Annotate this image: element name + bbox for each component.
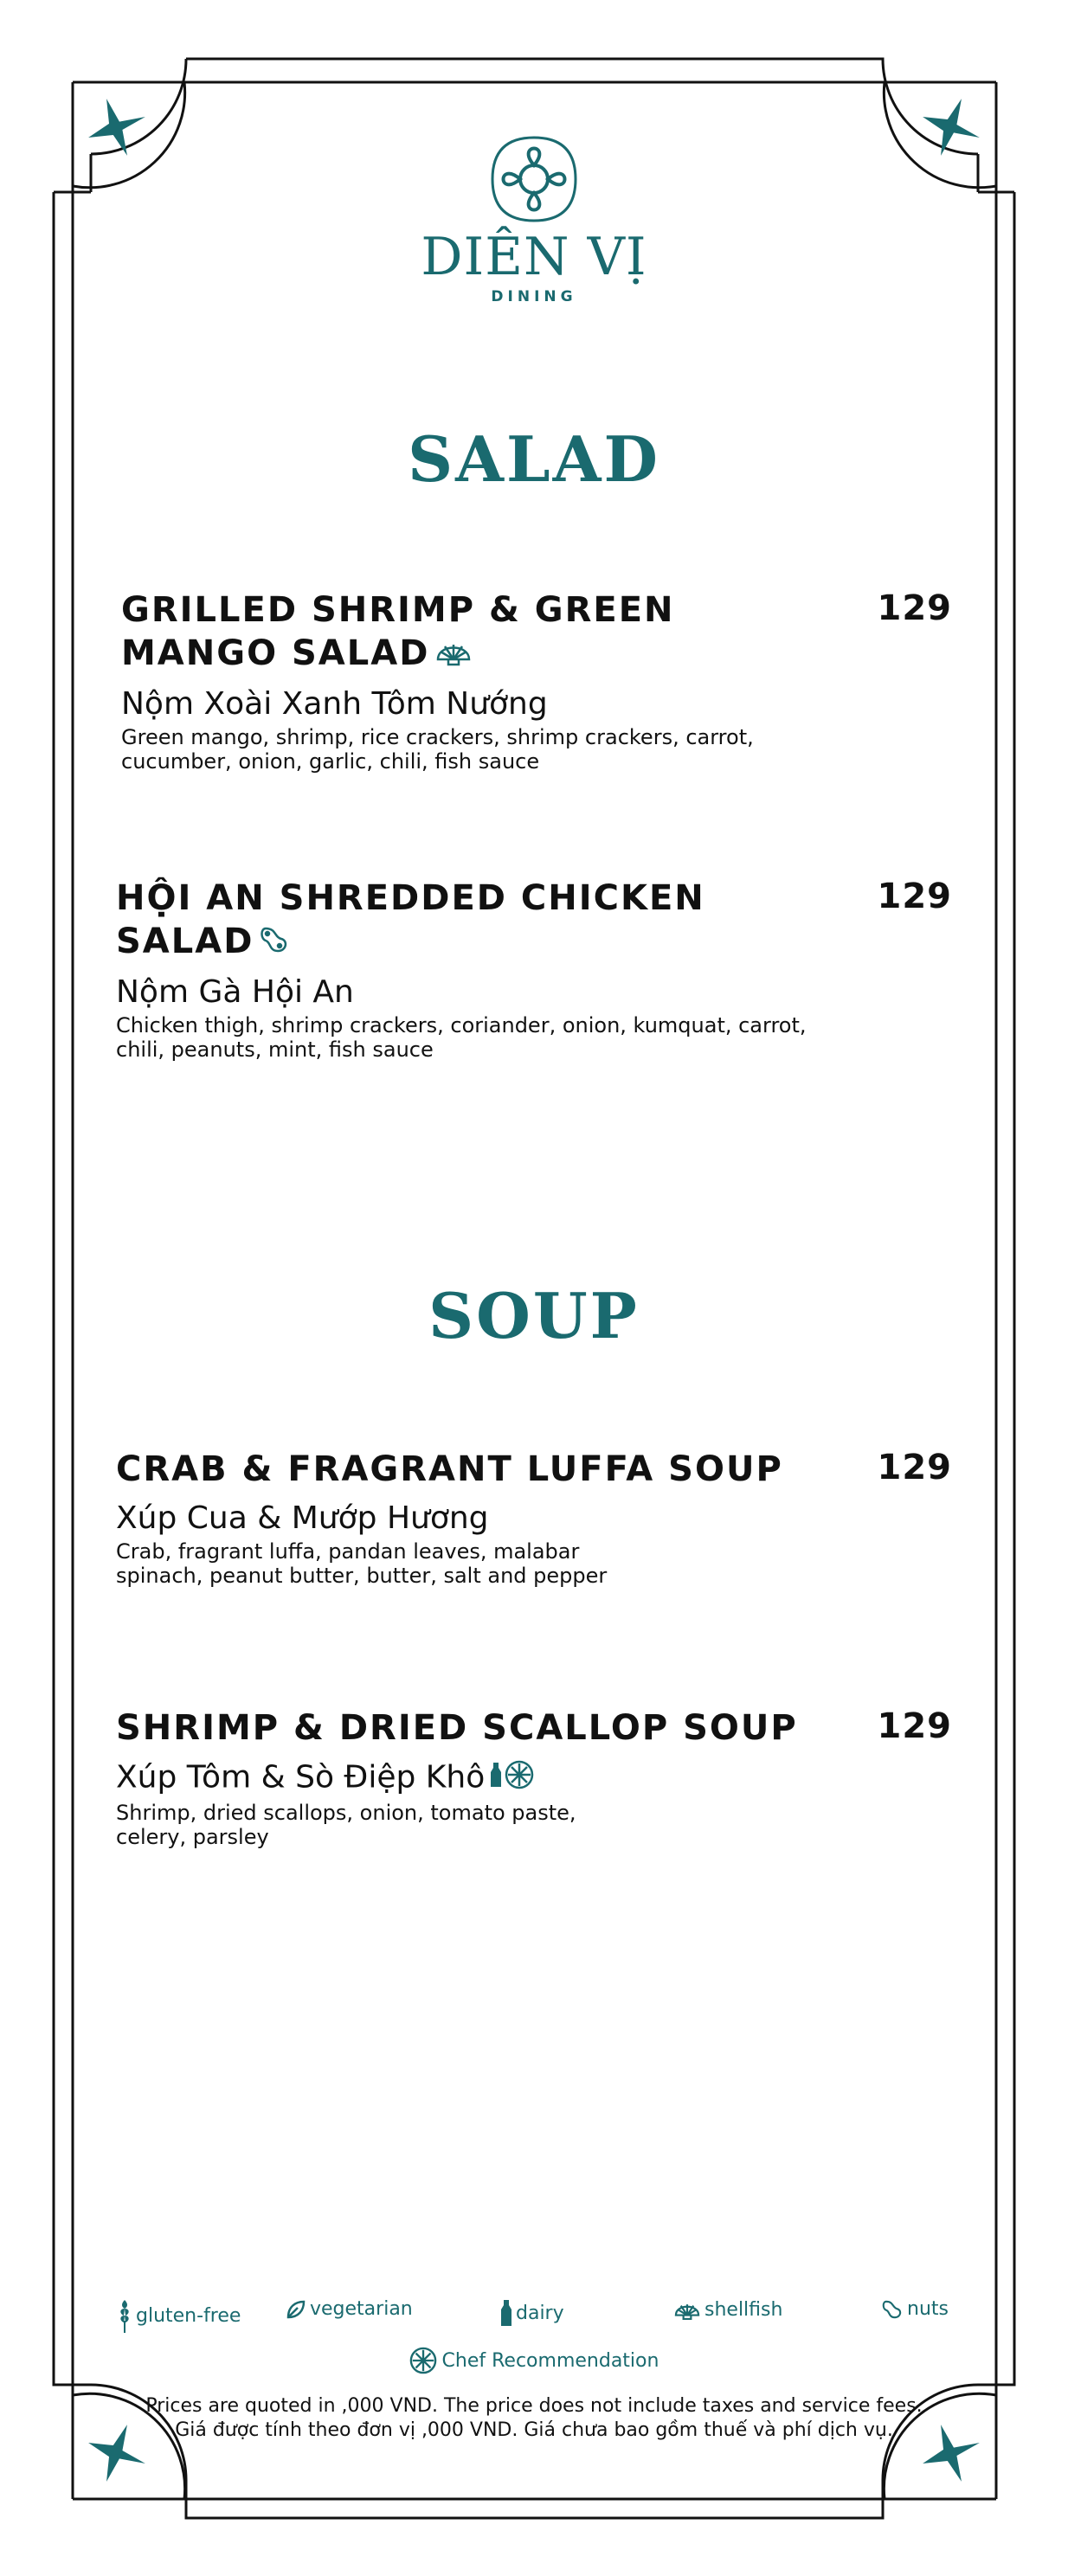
flower-logo-icon bbox=[489, 134, 579, 224]
item-vietnamese-name: Nộm Xoài Xanh Tôm Nướng bbox=[121, 686, 548, 722]
legend-shellfish bbox=[673, 2298, 782, 2321]
section-title-soup: SOUP bbox=[428, 1279, 640, 1352]
item-description: Crab, fragrant luffa, pandan leaves, malabar spinach, peanut butter, butter, salt and pepper bbox=[116, 1539, 608, 1588]
item-name: GRILLED SHRIMP & GREEN MANGO SALAD bbox=[121, 588, 814, 677]
chef-recommendation-icon bbox=[409, 2347, 437, 2374]
item-price: 129 bbox=[877, 588, 952, 628]
legend-label: shellfish bbox=[704, 2298, 783, 2321]
item-price: 129 bbox=[877, 877, 952, 916]
leaf-icon bbox=[286, 2299, 306, 2320]
menu-item-crab-luffa-soup bbox=[116, 1448, 952, 1588]
menu-item-shrimp-scallop-soup bbox=[116, 1706, 952, 1849]
dairy-icon bbox=[490, 1761, 502, 1796]
item-name: HỘI AN SHREDDED CHICKEN SALAD bbox=[116, 877, 808, 965]
legend-label: Chef Recommendation bbox=[441, 2349, 659, 2372]
milk-bottle-icon bbox=[500, 2298, 512, 2328]
legend-label: nuts bbox=[907, 2298, 949, 2320]
price-note-english: Prices are quoted in ,000 VND. The price does not include taxes and service fees. bbox=[145, 2395, 923, 2417]
item-name: CRAB & FRAGRANT LUFFA SOUP bbox=[116, 1449, 783, 1489]
legend-label: vegetarian bbox=[310, 2298, 413, 2320]
price-note-vietnamese: Giá được tính theo đơn vị ,000 VND. Giá chưa bao gồm thuế và phí dịch vụ. bbox=[175, 2419, 893, 2441]
shell-icon bbox=[673, 2298, 701, 2321]
brand-name: DIÊN VỊ bbox=[421, 227, 647, 287]
item-vietnamese-name: Xúp Cua & Mướp Hương bbox=[116, 1500, 489, 1536]
legend-dairy bbox=[500, 2298, 564, 2328]
legend-nuts bbox=[881, 2298, 949, 2320]
item-price: 129 bbox=[877, 1448, 952, 1487]
legend-gluten-free bbox=[117, 2298, 241, 2333]
wheat-icon bbox=[117, 2298, 132, 2333]
item-vietnamese-name: Nộm Gà Hội An bbox=[116, 974, 354, 1010]
item-price: 129 bbox=[877, 1706, 952, 1746]
allergen-legend bbox=[0, 2298, 1068, 2350]
legend-vegetarian bbox=[286, 2298, 413, 2320]
nuts-icon bbox=[259, 922, 290, 965]
item-name: SHRIMP & DRIED SCALLOP SOUP bbox=[116, 1708, 798, 1748]
legend-label: dairy bbox=[516, 2302, 564, 2324]
item-description: Green mango, shrimp, rice crackers, shrimp crackers, carrot, cucumber, onion, garlic, chili, fish sauce bbox=[121, 725, 754, 774]
peanut-icon bbox=[881, 2299, 904, 2320]
legend-label: gluten-free bbox=[136, 2304, 241, 2327]
brand-subtitle: DINING bbox=[491, 288, 577, 305]
item-description: Shrimp, dried scallops, onion, tomato paste, celery, parsley bbox=[116, 1801, 576, 1849]
shellfish-icon bbox=[434, 633, 473, 677]
section-title-salad: SALAD bbox=[408, 422, 660, 496]
menu-item-hoi-an-chicken-salad bbox=[116, 877, 952, 1062]
item-vietnamese-name: Xúp Tôm & Sò Điệp Khô bbox=[116, 1760, 952, 1797]
legend-chef-recommendation bbox=[0, 2347, 1068, 2374]
brand-logo bbox=[0, 134, 1068, 305]
chef-recommendation-icon bbox=[505, 1760, 534, 1797]
item-description: Chicken thigh, shrimp crackers, coriander, onion, kumquat, carrot, chili, peanuts, mint, fish sauce bbox=[116, 1013, 807, 1062]
menu-item-grilled-shrimp-salad bbox=[121, 588, 952, 774]
